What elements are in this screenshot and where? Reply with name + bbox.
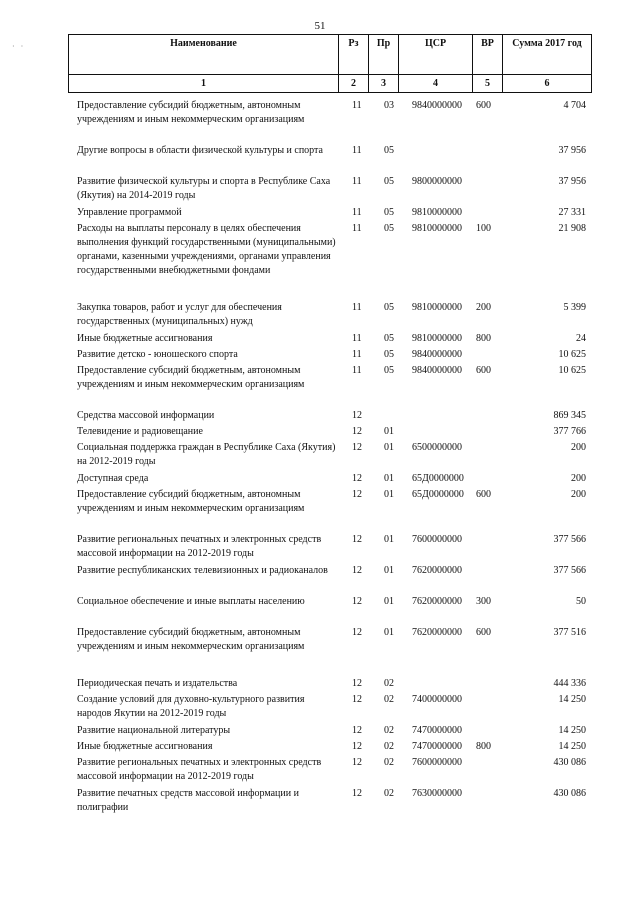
scan-speck: · · [12, 42, 26, 51]
cell-rz: 11 [352, 333, 362, 344]
cell-csr: 7620000000 [412, 565, 462, 576]
cell-pr: 01 [384, 565, 394, 576]
cell-rz: 12 [352, 565, 362, 576]
cell-name: Социальное обеспечение и иные выплаты населению [77, 596, 305, 607]
cell-pr: 05 [384, 302, 394, 313]
cell-csr: 7620000000 [412, 627, 462, 638]
cell-pr: 02 [384, 741, 394, 752]
cell-pr: 01 [384, 489, 394, 500]
cell-sum: 444 336 [553, 678, 586, 689]
cell-pr: 02 [384, 694, 394, 705]
cell-name: Развитие национальной литературы [77, 725, 231, 736]
cell-csr: 9840000000 [412, 100, 462, 111]
cell-vr: 800 [476, 741, 491, 752]
cell-rz: 11 [352, 145, 362, 156]
cell-rz: 11 [352, 349, 362, 360]
cell-name: Иные бюджетные ассигнования [77, 741, 213, 752]
header-num-4: 4 [399, 75, 473, 93]
cell-sum: 21 908 [558, 223, 586, 234]
cell-sum: 377 566 [553, 565, 586, 576]
cell-vr: 300 [476, 596, 491, 607]
cell-name: Управление программой [77, 207, 182, 218]
cell-rz: 12 [352, 757, 362, 768]
cell-name: Развитие региональных печатных и электронных средств массовой информации на 2012-2019 годы [77, 757, 322, 782]
cell-rz: 12 [352, 534, 362, 545]
cell-name: Предоставление субсидий бюджетным, автономным учреждениям и иным некоммерческим организациям [77, 489, 305, 514]
cell-sum: 200 [571, 489, 586, 500]
cell-sum: 14 250 [558, 741, 586, 752]
cell-rz: 11 [352, 223, 362, 234]
cell-sum: 10 625 [558, 349, 586, 360]
cell-rz: 12 [352, 725, 362, 736]
cell-sum: 430 086 [553, 757, 586, 768]
cell-csr: 7400000000 [412, 694, 462, 705]
cell-rz: 12 [352, 627, 362, 638]
cell-csr: 65Д0000000 [412, 489, 464, 500]
cell-csr: 7600000000 [412, 534, 462, 545]
budget-table-header [68, 34, 592, 93]
header-num-1: 1 [69, 75, 339, 93]
header-num-6: 6 [503, 75, 592, 93]
cell-rz: 12 [352, 678, 362, 689]
cell-pr: 01 [384, 442, 394, 453]
cell-rz: 12 [352, 489, 362, 500]
page-number: 51 [314, 20, 326, 32]
cell-csr: 7600000000 [412, 757, 462, 768]
header-num-5: 5 [473, 75, 503, 93]
cell-csr: 9800000000 [412, 176, 462, 187]
cell-pr: 02 [384, 678, 394, 689]
cell-rz: 12 [352, 442, 362, 453]
cell-name: Средства массовой информации [77, 410, 215, 421]
cell-name: Предоставление субсидий бюджетным, автономным учреждениям и иным некоммерческим организациям [77, 627, 305, 652]
cell-pr: 01 [384, 426, 394, 437]
cell-name: Телевидение и радиовещание [77, 426, 203, 437]
cell-sum: 5 399 [563, 302, 586, 313]
cell-name: Развитие физической культуры и спорта в Республике Саха (Якутия) на 2014-2019 годы [77, 176, 331, 201]
cell-rz: 12 [352, 694, 362, 705]
cell-sum: 37 956 [558, 145, 586, 156]
cell-sum: 14 250 [558, 694, 586, 705]
cell-csr: 6500000000 [412, 442, 462, 453]
cell-rz: 12 [352, 596, 362, 607]
cell-rz: 11 [352, 100, 362, 111]
header-pr: Пр [369, 35, 399, 75]
cell-sum: 37 956 [558, 176, 586, 187]
cell-pr: 01 [384, 473, 394, 484]
cell-sum: 869 345 [553, 410, 586, 421]
cell-pr: 01 [384, 534, 394, 545]
cell-sum: 24 [576, 333, 586, 344]
cell-rz: 11 [352, 207, 362, 218]
header-csr: ЦСР [399, 35, 473, 75]
cell-pr: 02 [384, 725, 394, 736]
header-rz: Рз [339, 35, 369, 75]
cell-name: Закупка товаров, работ и услуг для обеспечения государственных (муниципальных) нужд [77, 302, 282, 327]
cell-sum: 200 [571, 442, 586, 453]
cell-pr: 05 [384, 349, 394, 360]
cell-rz: 12 [352, 426, 362, 437]
cell-name: Социальная поддержка граждан в Республике Саха (Якутия) на 2012-2019 годы [77, 442, 336, 467]
cell-csr: 7630000000 [412, 788, 462, 799]
cell-name: Предоставление субсидий бюджетным, автономным учреждениям и иным некоммерческим организациям [77, 365, 305, 390]
cell-sum: 377 516 [553, 627, 586, 638]
cell-vr: 200 [476, 302, 491, 313]
cell-csr: 9810000000 [412, 207, 462, 218]
cell-csr: 7470000000 [412, 725, 462, 736]
cell-name: Периодическая печать и издательства [77, 678, 238, 689]
cell-rz: 11 [352, 302, 362, 313]
cell-pr: 05 [384, 145, 394, 156]
cell-csr: 7620000000 [412, 596, 462, 607]
cell-vr: 600 [476, 365, 491, 376]
cell-sum: 430 086 [553, 788, 586, 799]
cell-csr: 9810000000 [412, 302, 462, 313]
cell-pr: 05 [384, 223, 394, 234]
header-name: Наименование [69, 35, 339, 75]
cell-rz: 12 [352, 410, 362, 421]
cell-rz: 11 [352, 365, 362, 376]
cell-pr: 03 [384, 100, 394, 111]
cell-pr: 05 [384, 176, 394, 187]
cell-csr: 9840000000 [412, 349, 462, 360]
cell-name: Развитие печатных средств массовой информации и полиграфии [77, 788, 299, 813]
cell-sum: 14 250 [558, 725, 586, 736]
cell-vr: 800 [476, 333, 491, 344]
header-sum: Сумма 2017 год [503, 35, 592, 75]
cell-vr: 600 [476, 489, 491, 500]
cell-sum: 10 625 [558, 365, 586, 376]
cell-pr: 02 [384, 757, 394, 768]
cell-rz: 12 [352, 741, 362, 752]
cell-pr: 05 [384, 207, 394, 218]
cell-sum: 377 566 [553, 534, 586, 545]
cell-sum: 4 704 [563, 100, 586, 111]
cell-pr: 05 [384, 333, 394, 344]
cell-name: Создание условий для духовно-культурного развития народов Якутии на 2012-2019 годы [77, 694, 305, 719]
cell-csr: 9810000000 [412, 333, 462, 344]
cell-sum: 27 331 [558, 207, 586, 218]
cell-sum: 50 [576, 596, 586, 607]
cell-name: Развитие республиканских телевизионных и радиоканалов [77, 565, 328, 576]
header-vr: ВР [473, 35, 503, 75]
cell-csr: 65Д0000000 [412, 473, 464, 484]
cell-pr: 01 [384, 596, 394, 607]
cell-pr: 01 [384, 627, 394, 638]
cell-vr: 600 [476, 100, 491, 111]
header-num-3: 3 [369, 75, 399, 93]
cell-rz: 11 [352, 176, 362, 187]
cell-name: Иные бюджетные ассигнования [77, 333, 213, 344]
cell-name: Расходы на выплаты персоналу в целях обеспечения выполнения функций государственными (муниципальными) органами, казенными учреждениями, органами управления государственными внебюджетными фондами [77, 223, 336, 276]
cell-name: Развитие региональных печатных и электронных средств массовой информации на 2012-2019 годы [77, 534, 322, 559]
cell-name: Предоставление субсидий бюджетным, автономным учреждениям и иным некоммерческим организациям [77, 100, 305, 125]
cell-vr: 100 [476, 223, 491, 234]
cell-vr: 600 [476, 627, 491, 638]
cell-name: Доступная среда [77, 473, 149, 484]
cell-name: Развитие детско - юношеского спорта [77, 349, 238, 360]
cell-csr: 9840000000 [412, 365, 462, 376]
cell-sum: 377 766 [553, 426, 586, 437]
cell-csr: 7470000000 [412, 741, 462, 752]
cell-pr: 05 [384, 365, 394, 376]
cell-sum: 200 [571, 473, 586, 484]
cell-csr: 9810000000 [412, 223, 462, 234]
cell-name: Другие вопросы в области физической культуры и спорта [77, 145, 323, 156]
header-num-2: 2 [339, 75, 369, 93]
cell-pr: 02 [384, 788, 394, 799]
cell-rz: 12 [352, 473, 362, 484]
cell-rz: 12 [352, 788, 362, 799]
